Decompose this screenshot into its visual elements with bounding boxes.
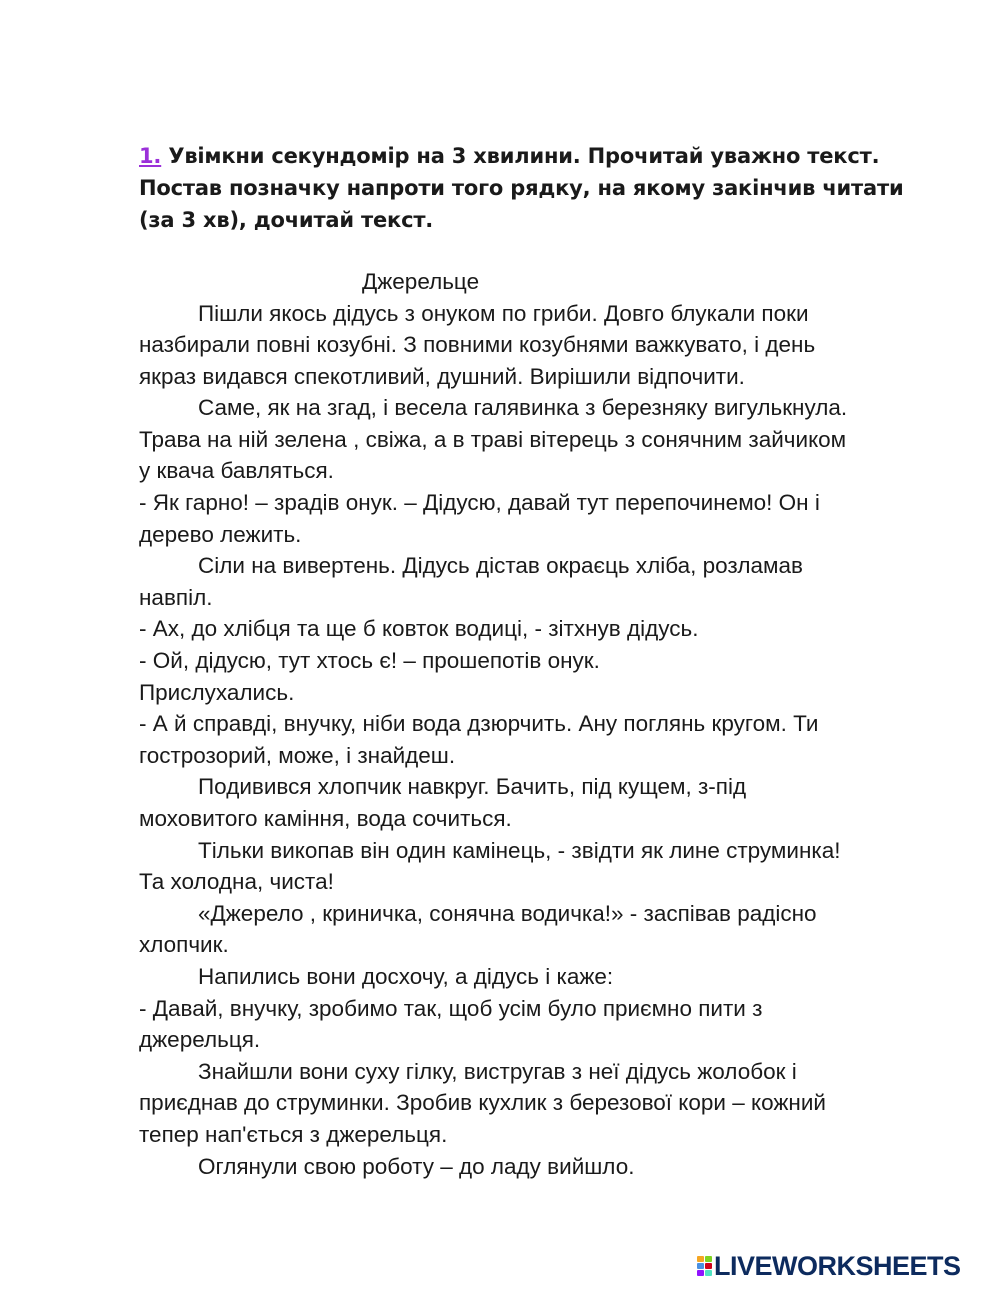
story-line: тепер нап'ється з джерельця.	[139, 1121, 448, 1147]
logo-block	[705, 1256, 712, 1262]
story-text	[139, 298, 979, 1183]
story-line: джерельця.	[139, 1027, 261, 1053]
story-line: Та холодна, чиста!	[139, 869, 334, 895]
logo-blocks-icon	[697, 1256, 712, 1276]
story-line: у квача бавляться.	[139, 458, 334, 484]
liveworksheets-logo[interactable]	[697, 1252, 961, 1280]
logo-block	[697, 1256, 704, 1262]
story-line: назбирали повні козубні. З повними козубнями важкувато, і день	[139, 332, 816, 358]
story-line: Оглянули свою роботу – до ладу вийшло.	[198, 1153, 635, 1179]
story-line: дерево лежить.	[139, 521, 302, 547]
story-line: - Як гарно! – зрадів онук. – Дідусю, давай тут перепочинемо! Он і	[139, 490, 820, 516]
story-line: Саме, як на згад, і весела галявинка з березняку вигулькнула.	[198, 395, 848, 421]
story-line: Прислухались.	[139, 679, 295, 705]
task-line-3: (за 3 хв), дочитай текст.	[139, 208, 434, 232]
task-text-1: Увімкни секундомір на 3 хвилини. Прочитай уважно текст.	[168, 144, 880, 168]
logo-block	[705, 1270, 712, 1276]
logo-block	[705, 1263, 712, 1269]
story-line: Сіли на вивертень. Дідусь дістав окраєць хліба, розламав	[198, 553, 803, 579]
task-line-1	[139, 140, 969, 172]
story-line: хлопчик.	[139, 932, 229, 958]
story-line: приєднав до струминки. Зробив кухлик з березової кори – кожний	[139, 1090, 826, 1116]
story-line: навпіл.	[139, 584, 213, 610]
story-line: «Джерело , криничка, сонячна водичка!» - заспівав радісно	[198, 900, 817, 926]
story-line: - А й справді, внучку, ніби вода дзюрчить. Ану поглянь кругом. Ти	[139, 711, 819, 737]
story-line: Трава на ній зелена , свіжа, а в траві вітерець з сонячним зайчиком	[139, 426, 847, 452]
story-line: - Ой, дідусю, тут хтось є! – прошепотів онук.	[139, 648, 600, 674]
task-instruction	[139, 140, 969, 236]
story-line: Подивився хлопчик навкруг. Бачить, під кущем, з-під	[198, 774, 747, 800]
logo-block	[697, 1263, 704, 1269]
story-line: Тільки викопав він один камінець, - звідти як лине струминка!	[198, 837, 841, 863]
story-line: - Давай, внучку, зробимо так, щоб усім було приємно пити з	[139, 995, 763, 1021]
story-line: якраз видався спекотливий, душний. Вирішили відпочити.	[139, 363, 745, 389]
story-line: моховитого каміння, вода сочиться.	[139, 806, 512, 831]
story-line: Напились вони досхочу, а дідусь і каже:	[198, 963, 614, 989]
task-number-link[interactable]: 1.	[139, 144, 162, 168]
logo-text: LIVEWORKSHEETS	[714, 1250, 961, 1281]
logo-block	[697, 1270, 704, 1276]
story-line: - Ах, до хлібця та ще б ковток водиці, - зітхнув дідусь.	[139, 616, 699, 642]
task-line-2: Постав позначку напроти того рядку, на якому закінчив читати	[139, 176, 904, 200]
story-line: гострозорий, може, і знайдеш.	[139, 742, 456, 768]
story-line: Знайшли вони суху гілку, вистругав з неї дідусь жолобок і	[198, 1058, 797, 1084]
story-line: Пішли якось дідусь з онуком по гриби. Довго блукали поки	[198, 300, 809, 326]
story-title: Джерельце	[362, 269, 480, 294]
